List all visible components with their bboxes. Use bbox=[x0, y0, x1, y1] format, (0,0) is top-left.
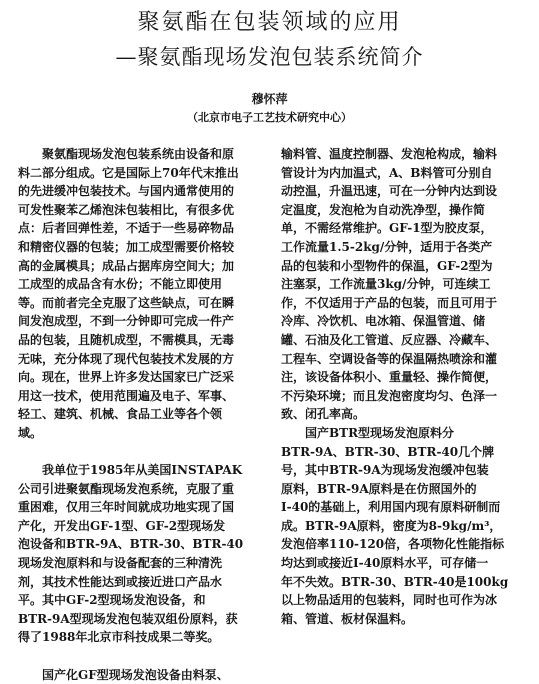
text-line: 用这一技术，使用范围遍及电子、军事、 bbox=[18, 388, 235, 403]
left-text-column bbox=[18, 145, 275, 684]
article-subtitle: —聚氨酯现场发泡包装系统简介 bbox=[115, 45, 424, 69]
text-line: 致、闭孔率高。 bbox=[281, 407, 366, 422]
text-line: 和精密仪器的包装；加工成型需要价格较 bbox=[18, 239, 235, 254]
text-line: 无味，充分体现了现代包装技术发展的方 bbox=[18, 351, 235, 366]
text-line: 聚氨酯现场发泡包装系统由设备和原 bbox=[18, 147, 235, 161]
text-line: 可发性聚苯乙烯泡沫包装相比，有很多优 bbox=[18, 202, 235, 217]
text-line: 工成型的成品含有水份；不能立即使用 bbox=[18, 277, 223, 292]
text-line: 年不失效。BTR-30、BTR-40是100kg bbox=[281, 574, 509, 589]
text-line: BTR-9A、BTR-30、BTR-40几个牌 bbox=[281, 444, 495, 459]
text-line: 管设计为内加温式，A、B料管可分别自 bbox=[281, 165, 493, 180]
text-line: 平。其中GF-2型现场发泡设备，和 bbox=[18, 593, 206, 608]
text-line: 向。现在，世界上许多发达国家已广泛采 bbox=[18, 370, 235, 385]
text-line: 以上物品适用的包装料，同时也可作为冰 bbox=[281, 593, 498, 608]
author-affiliation: （北京市电子工艺技术研究中心） bbox=[187, 111, 352, 124]
text-line: 得了1988年北京市科技成果二等奖。 bbox=[18, 630, 220, 645]
text-line: 输料管、温度控制器、发泡枪构成，输料 bbox=[281, 147, 498, 161]
text-line: 工作流量1.5-2kg/分钟，适用于各类产 bbox=[281, 239, 493, 254]
text-line: 发泡倍率110-120倍，各项物化性能指标 bbox=[281, 537, 505, 552]
text-line: 间发泡成型，不到一分钟即可完成一件产 bbox=[18, 314, 235, 329]
text-line: 成。BTR-9A原料，密度为8-9kg/m³， bbox=[281, 518, 502, 533]
text-line: 注，该设备体积小、重量轻、操作简便， bbox=[281, 370, 498, 385]
text-line: 重困难，仅用三年时间就成功地实现了国 bbox=[18, 500, 235, 515]
text-line bbox=[18, 647, 275, 666]
text-line: 泡设备和BTR-9A、BTR-30、BTR-40 bbox=[18, 537, 244, 552]
text-line: 点：后者回弹性差，不适于一些易碎物品 bbox=[18, 221, 235, 236]
text-line: 注塞泵，工作流量3kg/分钟，可连续工 bbox=[281, 277, 491, 292]
text-line: 罐、石油及化工管道、反应器、冷藏车、 bbox=[281, 332, 498, 347]
text-line: 不污染环境；而且发泡密度均匀、色泽一 bbox=[281, 388, 498, 403]
text-line: 轻工、建筑、机械、食品工业等各个领 bbox=[18, 407, 223, 422]
text-line: 动控温，升温迅速，可在一分钟内达到设 bbox=[281, 184, 498, 199]
text-line: 定温度，发泡枪为自动洗净型，操作简 bbox=[281, 202, 486, 217]
text-line: 等。而前者完全克服了这些缺点，可在瞬 bbox=[18, 295, 235, 310]
text-line: 高的金属模具；成品占据库房空间大；加 bbox=[18, 258, 235, 273]
text-line: 单，不需经常维护。GF-1型为胶皮泵， bbox=[281, 221, 493, 236]
text-line: 产化，开发出GF-1型、GF-2型现场发 bbox=[18, 518, 226, 533]
author-name: 穆怀萍 bbox=[251, 92, 288, 106]
article-title: 聚氨酯在包装领域的应用 bbox=[137, 10, 402, 35]
text-line: 箱、管道、板材保温料。 bbox=[281, 611, 414, 626]
text-line: 域。 bbox=[18, 425, 43, 440]
text-line: 品的包装，且随机成型，不需模具，无毒 bbox=[18, 332, 235, 347]
text-line: 工程车、空调设备等的保温隔热喷涂和灌 bbox=[281, 351, 498, 366]
text-line: 均达到或接近I-40原料水平，可存储一 bbox=[281, 556, 489, 571]
text-line: 我单位于1985年从美国INSTAPAK bbox=[18, 463, 243, 478]
text-line: 现场发泡原料和与设备配套的三种清洗 bbox=[18, 556, 223, 571]
text-line: I-40的基础上，利用国内现有原料研制而 bbox=[281, 500, 501, 515]
text-line: 号，其中BTR-9A为现场发泡缓冲包装 bbox=[281, 463, 489, 478]
text-line: 剂，其技术性能达到或接近进口产品水 bbox=[18, 574, 223, 589]
text-line: 的先进缓冲包装技术。与国内通常使用的 bbox=[18, 184, 235, 199]
text-line: 国产BTR型现场发泡原料分 bbox=[281, 425, 455, 440]
text-line: 料二部分组成。它是国际上70年代末推出 bbox=[18, 165, 239, 180]
text-line: 冷库、冷饮机、电冰箱、保温管道、储 bbox=[281, 314, 486, 329]
text-line: 原料，BTR-9A原料是在仿照国外的 bbox=[281, 481, 477, 496]
text-line: 国产化GF型现场发泡设备由料泵、 bbox=[18, 667, 229, 682]
text-line bbox=[18, 443, 275, 462]
text-line: 公司引进聚氨酯现场发泡系统，克服了重 bbox=[18, 481, 235, 496]
text-line: 作，不仅适用于产品的包装，而且可用于 bbox=[281, 295, 498, 310]
text-line: BTR-9A型现场发泡包装双组份原料，获 bbox=[18, 611, 238, 626]
text-line: 品的包装和小型物件的保温，GF-2型为 bbox=[281, 258, 493, 273]
right-text-column bbox=[281, 145, 527, 628]
